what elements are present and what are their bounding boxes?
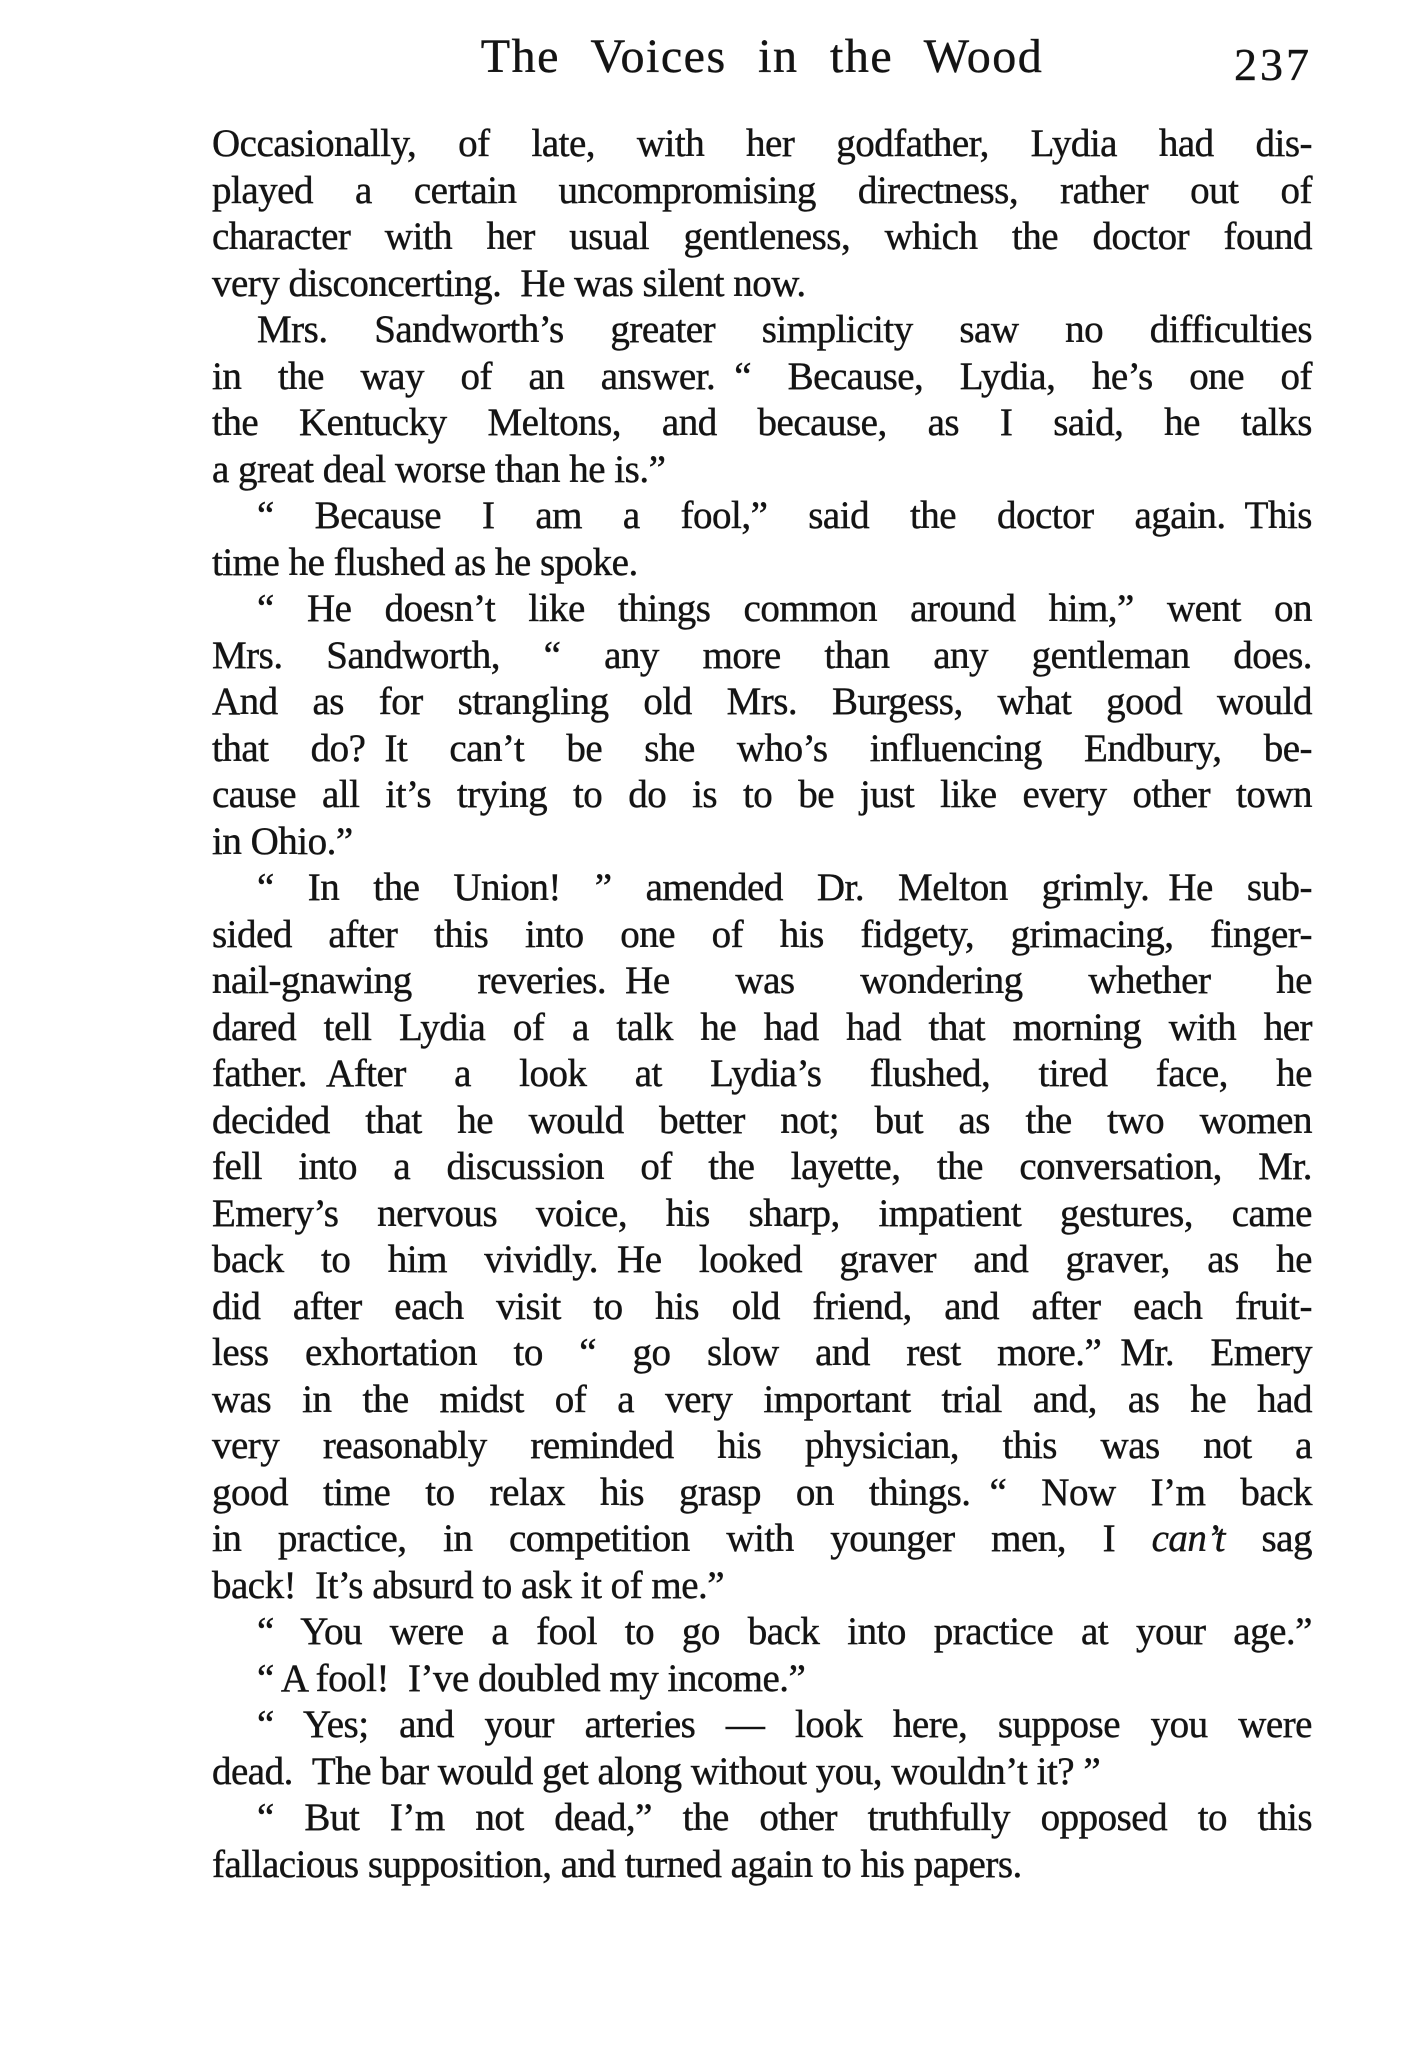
paragraph [212,865,1312,1609]
text-line: was in the midst of a very important trial and, as he had [212,1377,1312,1421]
text-line: cause all it’s trying to do is to be just like every other town [212,773,1312,816]
text-line: dared tell Lydia of a talk he had had that morning with her [212,1005,1312,1049]
paragraph [212,586,1312,865]
text-line: “ But I’m not dead,” the other truthfully opposed to this [257,1796,1312,1839]
text-line: in Ohio.” [212,819,353,863]
paragraph [212,493,1312,586]
italic-text: can’t [1151,1517,1225,1560]
text-line: nail-gnawing reveries. He was wondering whether he [212,959,1312,1002]
paragraph [212,121,1312,307]
text-line: “ You were a fool to go back into practice at your age.” [257,1610,1312,1653]
paragraph [212,1609,1312,1656]
text-line: fallacious supposition, and turned again to his papers. [212,1842,1022,1886]
text-line: back to him vividly. He looked graver and graver, as he [212,1238,1312,1281]
text-line: very disconcerting. He was silent now. [212,261,806,305]
text-line: time he flushed as he spoke. [212,540,638,584]
text-line: in practice, in competition with younger men, I can’t sag [212,1517,1312,1560]
text-line: very reasonably reminded his physician, this was not a [212,1424,1312,1467]
text-line: “ Because I am a fool,” said the doctor again. This [257,494,1312,537]
text-line: sided after this into one of his fidgety, grimacing, finger- [212,912,1312,956]
text-line: Mrs. Sandworth’s greater simplicity saw no difficulties [257,308,1312,351]
text-line: a great deal worse than he is.” [212,447,666,491]
text-line: did after each visit to his old friend, and after each fruit- [212,1284,1312,1328]
page-number: 237 [1234,39,1312,90]
paragraph [212,1795,1312,1888]
paragraph [212,1656,1312,1703]
text-line: “ In the Union! ” amended Dr. Melton grimly. He sub- [257,866,1312,909]
running-head-title: The Voices in the Wood [480,30,1044,83]
text-line: that do? It can’t be she who’s influencing Endbury, be- [212,726,1312,770]
text-line: less exhortation to “ go slow and rest more.” Mr. Emery [212,1331,1312,1374]
text-line: Mrs. Sandworth, “ any more than any gentleman does. [212,633,1312,677]
text-line: back! It’s absurd to ask it of me.” [212,1563,725,1607]
text-line: father. After a look at Lydia’s flushed, tired face, he [212,1052,1312,1095]
text-line: “ Yes; and your arteries — look here, suppose you were [257,1703,1312,1746]
text-line: good time to relax his grasp on things. “ Now I’m back [212,1470,1312,1514]
text-line: character with her usual gentleness, which the doctor found [212,215,1312,258]
text-line: dead. The bar would get along without you, wouldn’t it? ” [212,1749,1101,1793]
paragraph [212,307,1312,493]
text-line: Emery’s nervous voice, his sharp, impatient gestures, came [212,1191,1312,1235]
text-line: decided that he would better not; but as the two women [212,1098,1312,1142]
text-line: “ He doesn’t like things common around him,” went on [257,587,1312,630]
text-line: played a certain uncompromising directness, rather out of [212,168,1312,212]
text-line: in the way of an answer. “ Because, Lydia, he’s one of [212,354,1312,398]
text-line: fell into a discussion of the layette, the conversation, Mr. [212,1145,1312,1188]
text-line: the Kentucky Meltons, and because, as I said, he talks [212,401,1312,444]
text-line: “ A fool! I’ve doubled my income.” [257,1656,806,1700]
body-text [212,121,1312,1888]
paragraph [212,1702,1312,1795]
text-line: Occasionally, of late, with her godfather, Lydia had dis- [212,122,1312,165]
text-line: And as for strangling old Mrs. Burgess, what good would [212,680,1312,723]
